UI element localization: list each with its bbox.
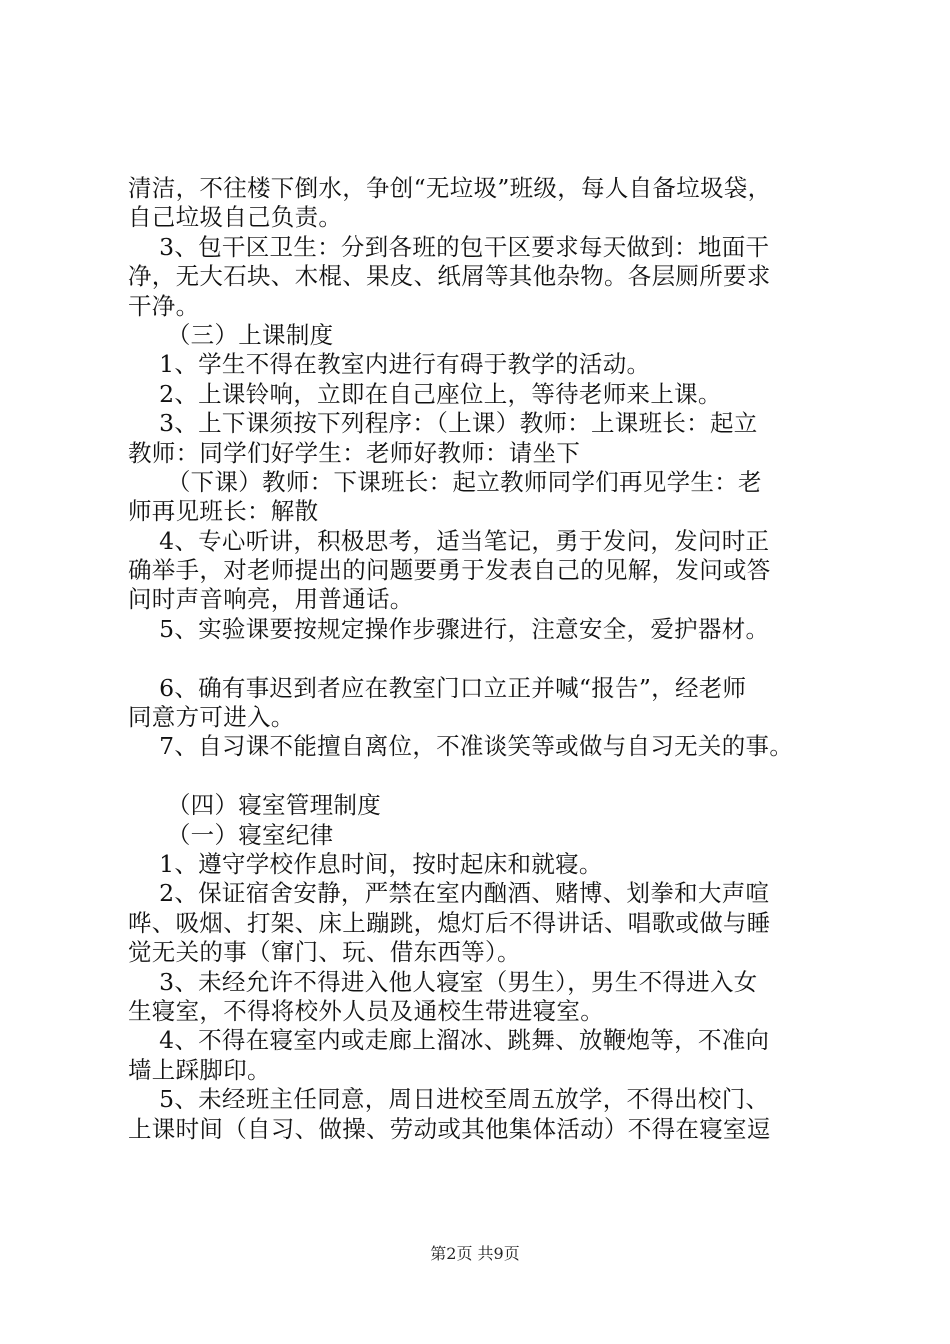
text-line: 同意方可进入。 xyxy=(128,703,295,732)
text-line: 问时声音响亮，用普通话。 xyxy=(128,585,414,614)
text-line: 2、保证宿舍安静，严禁在室内酗酒、赌博、划拳和大声喧 xyxy=(128,879,770,908)
text-line: 教师：同学们好学生：老师好教师：请坐下 xyxy=(128,438,581,467)
text-line: （三）上课制度 xyxy=(128,320,334,349)
text-line: 5、未经班主任同意，周日进校至周五放学，不得出校门、 xyxy=(128,1085,770,1114)
text-line: 哗、吸烟、打架、床上蹦跳，熄灯后不得讲话、唱歌或做与睡 xyxy=(128,908,771,937)
text-line: 清洁，不往楼下倒水，争创“无垃圾”班级，每人自备垃圾袋， xyxy=(128,174,772,202)
text-line: 净，无大石块、木棍、果皮、纸屑等其他杂物。各层厕所要求 xyxy=(128,262,771,291)
text-line: 1、遵守学校作息时间，按时起床和就寝。 xyxy=(128,849,603,878)
text-line: 上课时间（自习、做操、劳动或其他集体活动）不得在寝室逗 xyxy=(128,1114,771,1143)
text-line: 3、包干区卫生：分到各班的包干区要求每天做到：地面干 xyxy=(128,232,770,261)
text-line: 4、不得在寝室内或走廊上溜冰、跳舞、放鞭炮等，不准向 xyxy=(128,1026,770,1055)
text-line: 墙上踩脚印。 xyxy=(128,1055,271,1084)
text-line: 觉无关的事（窜门、玩、借东西等）。 xyxy=(128,938,521,967)
text-line: （四）寝室管理制度 xyxy=(128,791,382,820)
text-line: 确举手，对老师提出的问题要勇于发表自己的见解，发问或答 xyxy=(128,556,771,585)
text-line: 干净。 xyxy=(128,291,200,320)
text-line: 6、确有事迟到者应在教室门口立正并喊“报告”，经老师 xyxy=(128,673,747,702)
text-line: 生寝室，不得将校外人员及通校生带进寝室。 xyxy=(128,996,604,1025)
page-footer: 第2页 共9页 xyxy=(430,1244,520,1263)
text-line: 5、实验课要按规定操作步骤进行，注意安全，爱护器材。 xyxy=(128,614,770,643)
blank-line xyxy=(128,644,848,673)
text-line: 7、自习课不能擅自离位，不准谈笑等或做与自习无关的事。 xyxy=(128,732,794,761)
text-line: 自己垃圾自己负责。 xyxy=(128,203,343,232)
document-body xyxy=(128,174,848,1144)
text-line: 2、上课铃响，立即在自己座位上，等待老师来上课。 xyxy=(128,379,722,408)
text-line: 3、上下课须按下列程序：（上课）教师：上课班长：起立 xyxy=(128,409,758,438)
text-line: 3、未经允许不得进入他人寝室（男生），男生不得进入女 xyxy=(128,967,758,996)
text-line: （一）寝室纪律 xyxy=(128,820,334,849)
text-line: （下课）教师：下课班长：起立教师同学们再见学生：老 xyxy=(128,467,762,496)
text-line: 师再见班长：解散 xyxy=(128,497,319,526)
text-line: 1、学生不得在教室内进行有碍于教学的活动。 xyxy=(128,350,651,379)
text-line: 4、专心听讲，积极思考，适当笔记，勇于发问，发问时正 xyxy=(128,526,770,555)
blank-line xyxy=(128,762,848,791)
